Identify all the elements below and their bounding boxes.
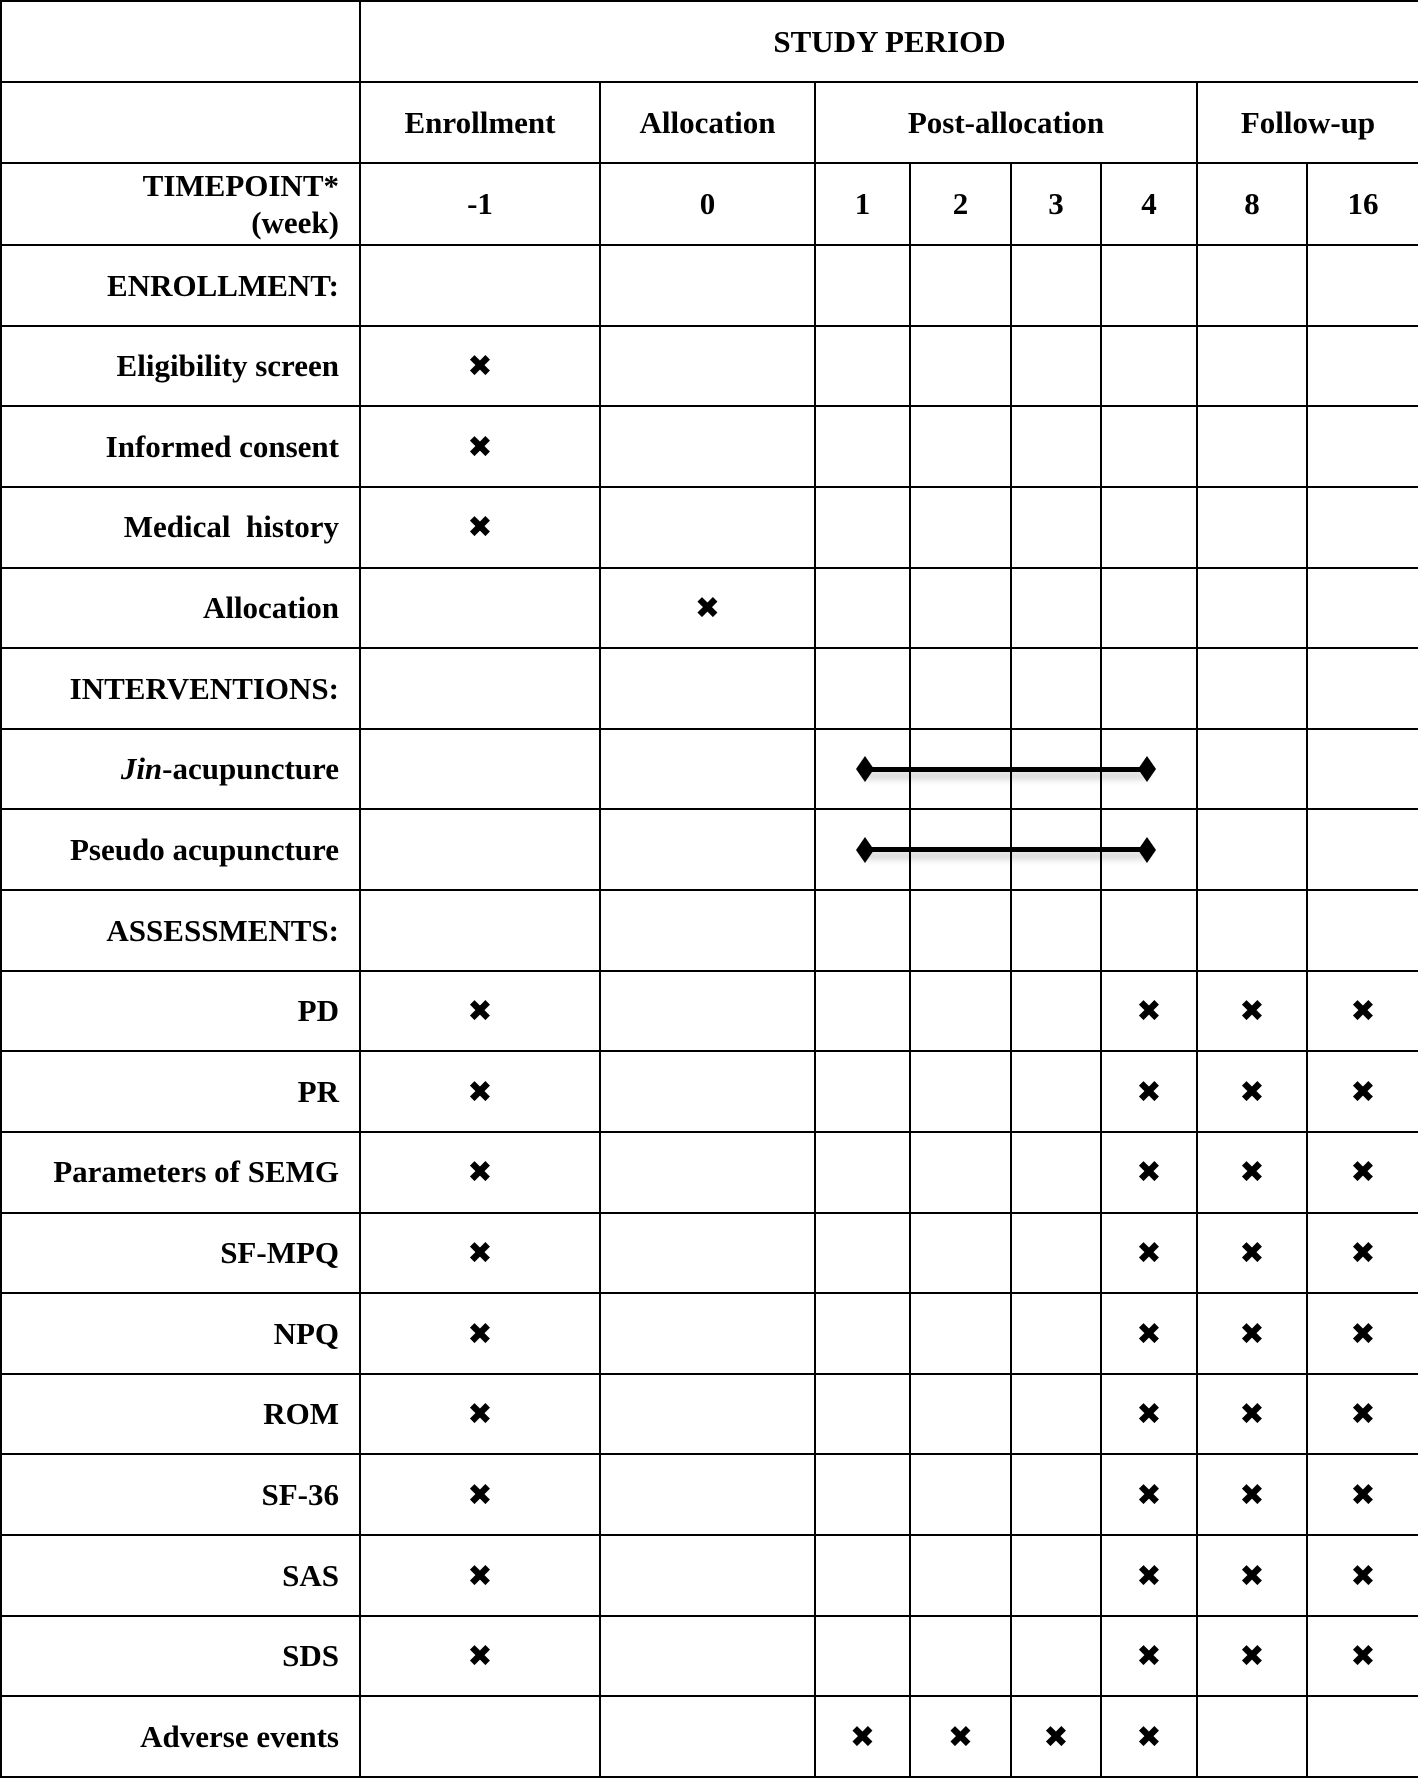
- cross-mark-icon: ✖: [467, 429, 493, 465]
- empty-cell: [910, 568, 1011, 649]
- row-label: Informed consent: [1, 406, 360, 487]
- schedule-row: [1, 1213, 1418, 1294]
- cross-mark-icon: ✖: [1239, 1639, 1265, 1675]
- empty-cell: [1011, 1293, 1101, 1374]
- empty-cell: [360, 1696, 600, 1777]
- timepoint-cell: 3: [1011, 163, 1101, 245]
- empty-cell: [1011, 1454, 1101, 1535]
- empty-cell: [1307, 487, 1418, 568]
- empty-cell: [910, 890, 1011, 971]
- cross-mark-icon: ✖: [849, 1719, 876, 1755]
- empty-cell: [600, 1293, 815, 1374]
- row-label: Allocation: [1, 568, 360, 649]
- empty-cell: [1101, 568, 1197, 649]
- cross-mark-icon: ✖: [1239, 1477, 1265, 1513]
- timepoint-cell: 16: [1307, 163, 1418, 245]
- row-label: SDS: [1, 1616, 360, 1697]
- empty-cell: [1011, 568, 1101, 649]
- diamond-endpoint-icon: [856, 837, 874, 863]
- empty-cell: [1011, 971, 1101, 1052]
- cross-mark-icon: ✖: [1239, 1155, 1265, 1191]
- empty-cell: [910, 1132, 1011, 1213]
- marked-cell: [360, 1616, 600, 1697]
- cross-mark-icon: ✖: [467, 510, 493, 546]
- empty-cell: [1307, 890, 1418, 971]
- cross-mark-icon: ✖: [467, 349, 493, 385]
- empty-cell: [910, 1051, 1011, 1132]
- intervention-range-cell: [815, 809, 1197, 890]
- timepoint-cell: 4: [1101, 163, 1197, 245]
- empty-cell: [1197, 406, 1307, 487]
- section-row: [1, 890, 1418, 971]
- schedule-row: [1, 487, 1418, 568]
- cross-mark-icon: ✖: [1239, 994, 1265, 1030]
- empty-cell: [910, 1374, 1011, 1455]
- empty-cell: [600, 971, 815, 1052]
- cross-mark-icon: ✖: [1350, 1074, 1376, 1110]
- marked-cell: [815, 1696, 910, 1777]
- intervention-range-cell: [815, 729, 1197, 810]
- empty-cell: [360, 648, 600, 729]
- marked-cell: [1101, 1213, 1197, 1294]
- empty-cell: [815, 1454, 910, 1535]
- empty-cell: [1307, 729, 1418, 810]
- empty-cell: [600, 326, 815, 407]
- empty-cell: [1101, 326, 1197, 407]
- empty-cell: [1011, 406, 1101, 487]
- marked-cell: [1101, 1374, 1197, 1455]
- duration-bar: [864, 847, 1148, 852]
- marked-cell: [1307, 1616, 1418, 1697]
- empty-cell: [600, 1616, 815, 1697]
- empty-cell: [1011, 487, 1101, 568]
- empty-cell: [1101, 890, 1197, 971]
- cross-mark-icon: ✖: [1350, 1639, 1376, 1675]
- empty-cell: [815, 406, 910, 487]
- empty-cell: [360, 809, 600, 890]
- section-heading: ENROLLMENT:: [1, 245, 360, 326]
- schedule-row: [1, 1616, 1418, 1697]
- schedule-row: [1, 326, 1418, 407]
- marked-cell: [910, 1696, 1011, 1777]
- empty-cell: [360, 729, 600, 810]
- marked-cell: [1307, 1132, 1418, 1213]
- row-label: SF-36: [1, 1454, 360, 1535]
- cross-mark-icon: ✖: [1239, 1558, 1265, 1594]
- empty-cell: [815, 1374, 910, 1455]
- cross-mark-icon: ✖: [467, 1316, 493, 1352]
- row-label: PD: [1, 971, 360, 1052]
- cross-mark-icon: ✖: [1239, 1316, 1265, 1352]
- section-heading: INTERVENTIONS:: [1, 648, 360, 729]
- marked-cell: [1307, 1535, 1418, 1616]
- schedule-row: [1, 1454, 1418, 1535]
- empty-cell: [815, 890, 910, 971]
- period-follow-up: Follow-up: [1197, 82, 1418, 163]
- empty-cell: [815, 245, 910, 326]
- marked-cell: [360, 971, 600, 1052]
- empty-cell: [1011, 1535, 1101, 1616]
- empty-cell: [360, 245, 600, 326]
- marked-cell: [360, 1293, 600, 1374]
- empty-cell: [600, 1535, 815, 1616]
- marked-cell: [360, 1535, 600, 1616]
- empty-cell: [1011, 1616, 1101, 1697]
- marked-cell: [1307, 1213, 1418, 1294]
- cross-mark-icon: ✖: [1350, 1558, 1376, 1594]
- row-label: Eligibility screen: [1, 326, 360, 407]
- duration-bar: [864, 767, 1148, 772]
- cross-mark-icon: ✖: [1350, 1236, 1376, 1272]
- marked-cell: [360, 406, 600, 487]
- empty-cell: [910, 245, 1011, 326]
- cross-mark-icon: ✖: [467, 1236, 493, 1272]
- empty-cell: [910, 487, 1011, 568]
- empty-cell: [600, 890, 815, 971]
- schedule-row: [1, 1374, 1418, 1455]
- timepoint-label-cell: [1, 163, 360, 245]
- empty-cell: [1011, 648, 1101, 729]
- marked-cell: [1101, 1293, 1197, 1374]
- schedule-row: [1, 729, 1418, 810]
- marked-cell: [1011, 1696, 1101, 1777]
- empty-cell: [600, 729, 815, 810]
- period-row: [1, 82, 1418, 163]
- cross-mark-icon: ✖: [467, 1397, 493, 1433]
- diamond-endpoint-icon: [1138, 837, 1156, 863]
- marked-cell: [1101, 1696, 1197, 1777]
- cross-mark-icon: ✖: [1136, 994, 1162, 1030]
- timepoint-row: [1, 163, 1418, 245]
- empty-cell: [910, 1454, 1011, 1535]
- cross-mark-icon: ✖: [1350, 1397, 1376, 1433]
- empty-cell: [1197, 890, 1307, 971]
- empty-cell: [1307, 406, 1418, 487]
- empty-cell: [360, 890, 600, 971]
- row-label: Medical history: [1, 487, 360, 568]
- empty-cell: [1307, 568, 1418, 649]
- timepoint-cell: 2: [910, 163, 1011, 245]
- empty-cell: [600, 1051, 815, 1132]
- empty-cell: [1011, 1051, 1101, 1132]
- empty-cell: [600, 648, 815, 729]
- row-label-rest: -acupuncture: [162, 751, 339, 787]
- cross-mark-icon: ✖: [1239, 1397, 1265, 1433]
- empty-cell: [600, 487, 815, 568]
- empty-cell: [1197, 809, 1307, 890]
- empty-cell: [1197, 568, 1307, 649]
- empty-cell: [815, 1293, 910, 1374]
- empty-cell: [910, 1616, 1011, 1697]
- marked-cell: [1197, 1213, 1307, 1294]
- cross-mark-icon: ✖: [1136, 1639, 1162, 1675]
- schedule-row: [1, 1132, 1418, 1213]
- marked-cell: [1307, 1293, 1418, 1374]
- empty-cell: [910, 971, 1011, 1052]
- diamond-endpoint-icon: [1138, 756, 1156, 782]
- row-label: SAS: [1, 1535, 360, 1616]
- section-row: [1, 245, 1418, 326]
- cross-mark-icon: ✖: [1239, 1236, 1265, 1272]
- study-period-heading: STUDY PERIOD: [360, 1, 1418, 82]
- empty-cell: [600, 1132, 815, 1213]
- period-allocation: Allocation: [600, 82, 815, 163]
- marked-cell: [360, 1454, 600, 1535]
- marked-cell: [360, 1374, 600, 1455]
- marked-cell: [1197, 1293, 1307, 1374]
- cross-mark-icon: ✖: [1136, 1397, 1162, 1433]
- marked-cell: [600, 568, 815, 649]
- marked-cell: [1197, 1616, 1307, 1697]
- schedule-row: [1, 809, 1418, 890]
- empty-cell: [815, 971, 910, 1052]
- cross-mark-icon: ✖: [1043, 1719, 1069, 1755]
- cross-mark-icon: ✖: [1136, 1316, 1162, 1352]
- row-label: Adverse events: [1, 1696, 360, 1777]
- cross-mark-icon: ✖: [1239, 1074, 1265, 1110]
- empty-cell: [815, 568, 910, 649]
- empty-cell: [1011, 1374, 1101, 1455]
- period-post-allocation: Post-allocation: [815, 82, 1197, 163]
- diamond-endpoint-icon: [856, 756, 874, 782]
- empty-cell: [910, 326, 1011, 407]
- cross-mark-icon: ✖: [467, 1074, 493, 1110]
- empty-cell: [1011, 326, 1101, 407]
- marked-cell: [1197, 1454, 1307, 1535]
- period-enrollment: Enrollment: [360, 82, 600, 163]
- cross-mark-icon: ✖: [1350, 1316, 1376, 1352]
- schedule-row: [1, 1535, 1418, 1616]
- marked-cell: [1197, 1132, 1307, 1213]
- cross-mark-icon: ✖: [1350, 1155, 1376, 1191]
- empty-cell: [600, 245, 815, 326]
- empty-cell: [1197, 487, 1307, 568]
- marked-cell: [1101, 1616, 1197, 1697]
- empty-cell: [910, 406, 1011, 487]
- cross-mark-icon: ✖: [947, 1719, 974, 1755]
- schedule-row: [1, 971, 1418, 1052]
- study-period-row: [1, 1, 1418, 82]
- empty-cell: [360, 568, 600, 649]
- marked-cell: [1101, 1454, 1197, 1535]
- empty-cell: [815, 1535, 910, 1616]
- blank-corner-cell: [1, 1, 360, 82]
- cross-mark-icon: ✖: [467, 1477, 493, 1513]
- empty-cell: [1197, 245, 1307, 326]
- empty-cell: [910, 648, 1011, 729]
- empty-cell: [1101, 648, 1197, 729]
- empty-cell: [815, 1616, 910, 1697]
- empty-cell: [1197, 729, 1307, 810]
- row-label: NPQ: [1, 1293, 360, 1374]
- cross-mark-icon: ✖: [1350, 1477, 1376, 1513]
- marked-cell: [1307, 971, 1418, 1052]
- empty-cell: [815, 1051, 910, 1132]
- row-label: SF-MPQ: [1, 1213, 360, 1294]
- marked-cell: [1197, 1535, 1307, 1616]
- empty-cell: [1101, 245, 1197, 326]
- cross-mark-icon: ✖: [467, 1558, 493, 1594]
- row-label: ROM: [1, 1374, 360, 1455]
- empty-cell: [815, 1213, 910, 1294]
- cross-mark-icon: ✖: [694, 591, 721, 627]
- marked-cell: [1307, 1454, 1418, 1535]
- marked-cell: [1307, 1051, 1418, 1132]
- schedule-row: [1, 1051, 1418, 1132]
- empty-cell: [910, 1293, 1011, 1374]
- cross-mark-icon: ✖: [1136, 1236, 1162, 1272]
- cross-mark-icon: ✖: [1136, 1719, 1162, 1755]
- cross-mark-icon: ✖: [467, 1639, 493, 1675]
- empty-cell: [600, 406, 815, 487]
- marked-cell: [1101, 971, 1197, 1052]
- empty-cell: [1101, 406, 1197, 487]
- cross-mark-icon: ✖: [1136, 1477, 1162, 1513]
- empty-cell: [1197, 648, 1307, 729]
- empty-cell: [815, 487, 910, 568]
- cross-mark-icon: ✖: [1350, 994, 1376, 1030]
- empty-cell: [815, 648, 910, 729]
- empty-cell: [1307, 1696, 1418, 1777]
- schedule-row: [1, 406, 1418, 487]
- empty-cell: [600, 809, 815, 890]
- empty-cell: [1197, 1696, 1307, 1777]
- row-label: Parameters of SEMG: [1, 1132, 360, 1213]
- marked-cell: [1101, 1132, 1197, 1213]
- empty-cell: [1011, 1213, 1101, 1294]
- section-row: [1, 648, 1418, 729]
- marked-cell: [1101, 1051, 1197, 1132]
- empty-cell: [1101, 487, 1197, 568]
- empty-cell: [1307, 809, 1418, 890]
- row-label-italic: Jin: [120, 751, 163, 787]
- row-label: Pseudo acupuncture: [1, 809, 360, 890]
- row-label: PR: [1, 1051, 360, 1132]
- schedule-row: [1, 568, 1418, 649]
- empty-cell: [815, 326, 910, 407]
- timepoint-cell: 8: [1197, 163, 1307, 245]
- schedule-row: [1, 1293, 1418, 1374]
- empty-cell: [1011, 1132, 1101, 1213]
- empty-cell: [1011, 890, 1101, 971]
- section-heading: ASSESSMENTS:: [1, 890, 360, 971]
- marked-cell: [360, 487, 600, 568]
- cross-mark-icon: ✖: [467, 994, 493, 1030]
- cross-mark-icon: ✖: [467, 1155, 493, 1191]
- marked-cell: [360, 326, 600, 407]
- empty-cell: [1197, 326, 1307, 407]
- empty-cell: [910, 1535, 1011, 1616]
- timepoint-cell: 0: [600, 163, 815, 245]
- empty-cell: [815, 1132, 910, 1213]
- marked-cell: [1197, 1051, 1307, 1132]
- marked-cell: [1307, 1374, 1418, 1455]
- schedule-row: [1, 1696, 1418, 1777]
- marked-cell: [1197, 1374, 1307, 1455]
- marked-cell: [360, 1132, 600, 1213]
- marked-cell: [360, 1051, 600, 1132]
- empty-cell: [1307, 245, 1418, 326]
- timepoint-cell: 1: [815, 163, 910, 245]
- empty-cell: [600, 1696, 815, 1777]
- empty-cell: [910, 1213, 1011, 1294]
- marked-cell: [1101, 1535, 1197, 1616]
- timepoint-label: TIMEPOINT*: [142, 167, 339, 203]
- marked-cell: [1197, 971, 1307, 1052]
- timepoint-cell: -1: [360, 163, 600, 245]
- cross-mark-icon: ✖: [1136, 1558, 1162, 1594]
- blank-period-cell: [1, 82, 360, 163]
- marked-cell: [360, 1213, 600, 1294]
- empty-cell: [1307, 648, 1418, 729]
- cross-mark-icon: ✖: [1136, 1074, 1162, 1110]
- empty-cell: [1011, 245, 1101, 326]
- timepoint-unit: (week): [251, 205, 339, 241]
- row-label: [1, 729, 360, 810]
- empty-cell: [600, 1213, 815, 1294]
- cross-mark-icon: ✖: [1136, 1155, 1162, 1191]
- empty-cell: [600, 1454, 815, 1535]
- empty-cell: [600, 1374, 815, 1455]
- empty-cell: [1307, 326, 1418, 407]
